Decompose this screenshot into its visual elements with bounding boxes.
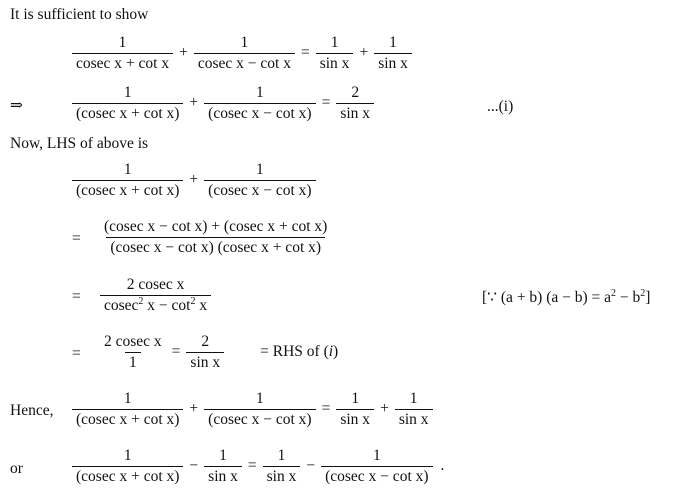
fraction: $\frac{1}{\text{sin x}}$ [374,34,412,73]
fraction: $\frac{1}{\text{(cosec x + cot x)}}$ [72,161,183,200]
equation-row-8: $\frac{1}{\text{(cosec x + cot x)}}$ − $\frac{1}{\text{sin x}}$ = $\frac{1}{\text{sin x}}$ − $\frac{1}{\text{(cosec x − cot x)}}$ . [70,443,444,489]
fraction: $\frac{1}{\text{(cosec x − cot x)}}$ [204,161,315,200]
implies-symbol: ⇒ [10,97,23,114]
equation-row-4 [98,214,333,260]
intro-text: It is sufficient to show [10,6,149,23]
or-label: or [10,460,23,477]
fraction: $\frac{1}{\text{(cosec x − cot x)}}$ [204,390,315,429]
fraction: $\frac{1}{\text{(cosec x + cot x)}}$ [72,447,183,486]
rhs-note: = RHS of (i) [260,343,339,360]
equation-row-3: $\frac{1}{\text{(cosec x + cot x)}}$ + $\frac{1}{\text{(cosec x − cot x)}}$ [70,157,318,203]
fraction: $\frac{2}{\text{sin x}}$ [336,84,374,123]
equation-row-7: $\frac{1}{\text{(cosec x + cot x)}}$ + $\frac{1}{\text{(cosec x − cot x)}}$ = $\frac{1}{\text{sin x}}$ + $\frac{1}{\text{sin x}}$ [70,386,435,432]
fraction: $\frac{1}{\text{(cosec x − cot x)}}$ [321,447,432,486]
equation-row-6: $\frac{\text{2 cosec x}}{1}$ = $\frac{2}{\text{sin x}}$ = RHS of (i) [98,329,338,375]
fraction: $\frac{1}{\text{cosec x − cot x}}$ [194,34,295,73]
fraction: $\frac{1}{\text{sin x}}$ [316,34,354,73]
equals-sign: = [72,230,81,247]
hence-label: Hence, [10,402,54,419]
fraction: $\frac{\text{(cosec x − cot x) + (cosec x + cot x)}}{\text{(cosec x − cot x) (cosec x + cot x)}}$ [104,217,328,256]
equals-sign: = [72,345,81,362]
fraction: $\frac{1}{\text{(cosec x − cot x)}}$ [204,84,315,123]
fraction: $\frac{\text{2 cosec x}}{cosec^2 x - \cot^2 x}$ [100,276,211,315]
fraction: $\frac{1}{\text{cosec x + cot x}}$ [72,34,173,73]
period: . [440,457,445,474]
fraction: $\frac{2}{\text{sin x}}$ [186,333,224,372]
identity-note: [∵ (a + b) $(a - b) = a^2 - b^2$] [482,288,651,306]
fraction: $\frac{1}{\text{sin x}}$ [395,390,433,429]
equals-sign: = [72,288,81,305]
fraction: $\frac{1}{\text{sin x}}$ [263,447,301,486]
equation-reference: ...(i) [487,98,514,115]
lhs-label: Now, LHS of above is [10,135,149,152]
equation-row-1: $\frac{1}{\text{cosec x + cot x}}$ + $\frac{1}{\text{cosec x − cot x}}$ = $\frac{1}{\text{sin x}}$ + $\frac{1}{\text{sin x}}$ [70,30,414,76]
fraction: $\frac{1}{\text{sin x}}$ [336,390,374,429]
fraction: $\frac{1}{\text{(cosec x + cot x)}}$ [72,390,183,429]
equation-row-5 [98,272,213,318]
fraction: $\frac{1}{\text{(cosec x + cot x)}}$ [72,84,183,123]
fraction: $\frac{1}{\text{sin x}}$ [204,447,242,486]
equation-row-2: $\frac{1}{\text{(cosec x + cot x)}}$ + $\frac{1}{\text{(cosec x − cot x)}}$ = $\frac{2}{\text{sin x}}$ [70,80,376,126]
fraction: $\frac{\text{2 cosec x}}{1}$ [104,332,162,371]
